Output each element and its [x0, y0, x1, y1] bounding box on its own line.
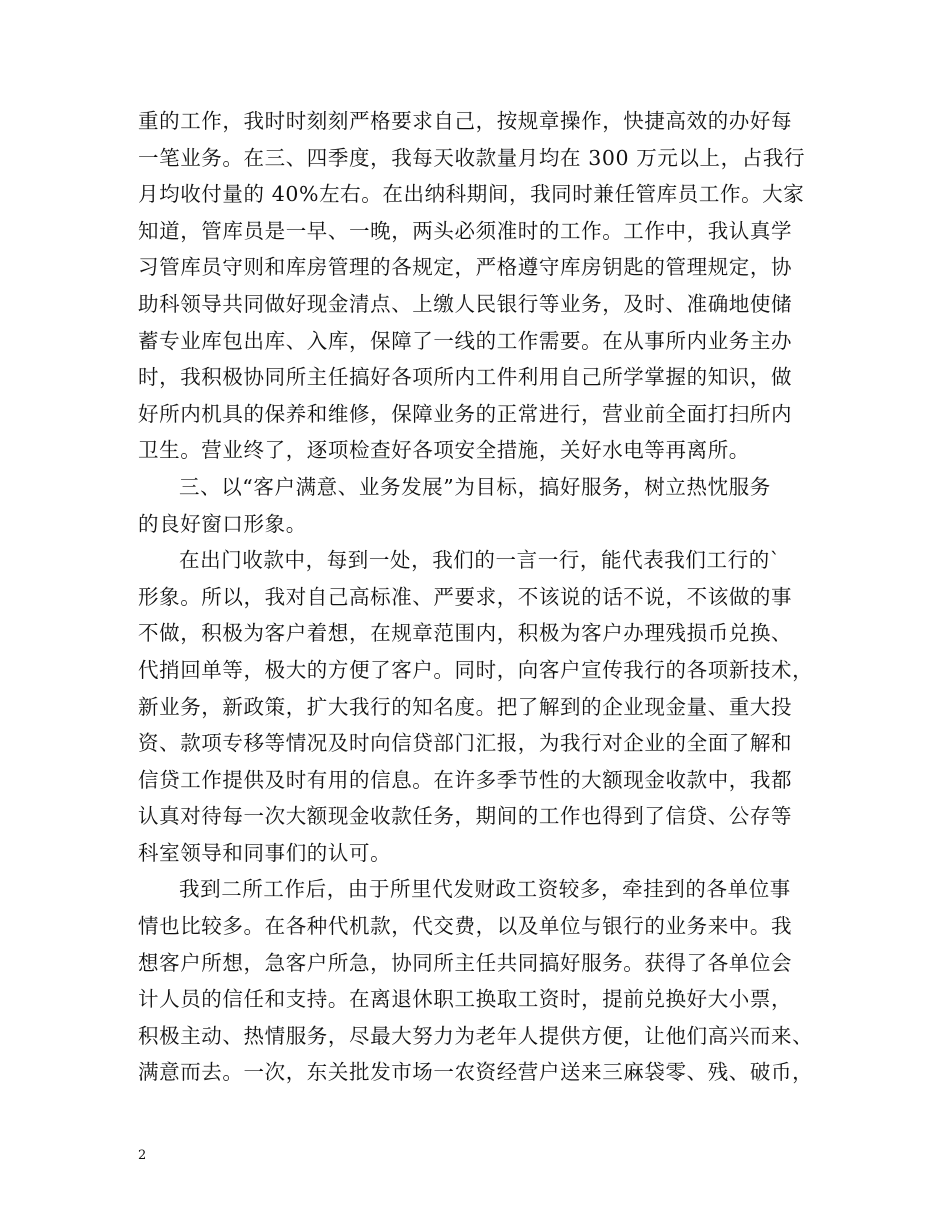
text-line: 新业务，新政策，扩大我行的知名度。把了解到的企业现金量、重大投: [138, 694, 793, 719]
text-line: 我到二所工作后，由于所里代发财政工资较多，牵挂到的各单位事: [179, 877, 791, 902]
text-line: 想客户所想，急客户所急，协同所主任共同搞好服务。获得了各单位会: [138, 950, 793, 975]
text-line: 积极主动、热情服务，尽最大努力为老年人提供方便，让他们高兴而来、: [138, 1023, 814, 1048]
text-line: 情也比较多。在各种代机款，代交费，以及单位与银行的业务来中。我: [138, 914, 793, 939]
text-line: 在出门收款中，每到一处，我们的一言一行，能代表我们工行的`: [179, 548, 781, 573]
text-line: 形象。所以，我对自己高标准、严要求，不该说的话不说，不该做的事: [138, 584, 793, 609]
text-line: 时，我积极协同所主任搞好各项所内工件利用自己所学掌握的知识，做: [138, 365, 793, 390]
text-line: 习管库员守则和库房管理的各规定，严格遵守库房钥匙的管理规定，协: [138, 255, 793, 280]
text-line: 科室领导和同事们的认可。: [138, 840, 392, 865]
text-line: 助科领导共同做好现金清点、上缴人民银行等业务，及时、准确地使储: [138, 291, 793, 316]
text-line: 一笔业务。在三、四季度，我每天收款量月均在 300 万元以上，占我行: [138, 145, 806, 170]
document-body: [138, 103, 828, 1091]
text-line: 卫生。营业终了，逐项检查好各项安全措施，关好水电等再离所。: [138, 438, 750, 463]
paragraph: [138, 871, 828, 1091]
page-number: 2: [138, 1148, 147, 1163]
text-line: 重的工作，我时时刻刻严格要求自己，按规章操作，快捷高效的办好每: [138, 109, 793, 133]
text-line: 三、以“客户满意、业务发展”为目标，搞好服务，树立热忱服务: [179, 474, 771, 499]
text-line: 代捎回单等，极大的方便了客户。同时，向客户宣传我行的各项新技术，: [138, 657, 814, 682]
text-line: 好所内机具的保养和维修，保障业务的正常进行，营业前全面打扫所内: [138, 401, 793, 426]
text-line: 的良好窗口形象。: [138, 511, 307, 536]
text-line: 资、款项专移等情况及时向信贷部门汇报，为我行对企业的全面了解和: [138, 731, 793, 756]
paragraph: [138, 103, 828, 469]
text-line: 计人员的信任和支持。在离退休职工换取工资时，提前兑换好大小票，: [138, 987, 793, 1012]
text-line: 月均收付量的 40%左右。在出纳科期间，我同时兼任管库员工作。大家: [138, 182, 805, 207]
text-line: 满意而去。一次，东关批发市场一农资经营户送来三麻袋零、残、破币，: [138, 1060, 814, 1085]
text-line: 不做，积极为客户着想，在规章范围内，积极为客户办理残损币兑换、: [138, 621, 793, 646]
paragraph: [138, 542, 828, 871]
text-line: 信贷工作提供及时有用的信息。在许多季节性的大额现金收款中，我都: [138, 767, 793, 792]
text-line: 认真对待每一次大额现金收款任务，期间的工作也得到了信贷、公存等: [138, 804, 793, 829]
text-line: 知道，管库员是一早、一晚，两头必须准时的工作。工作中，我认真学: [138, 218, 793, 243]
text-line: 蓄专业库包出库、入库，保障了一线的工作需要。在从事所内业务主办: [138, 328, 793, 353]
paragraph: [138, 469, 828, 542]
